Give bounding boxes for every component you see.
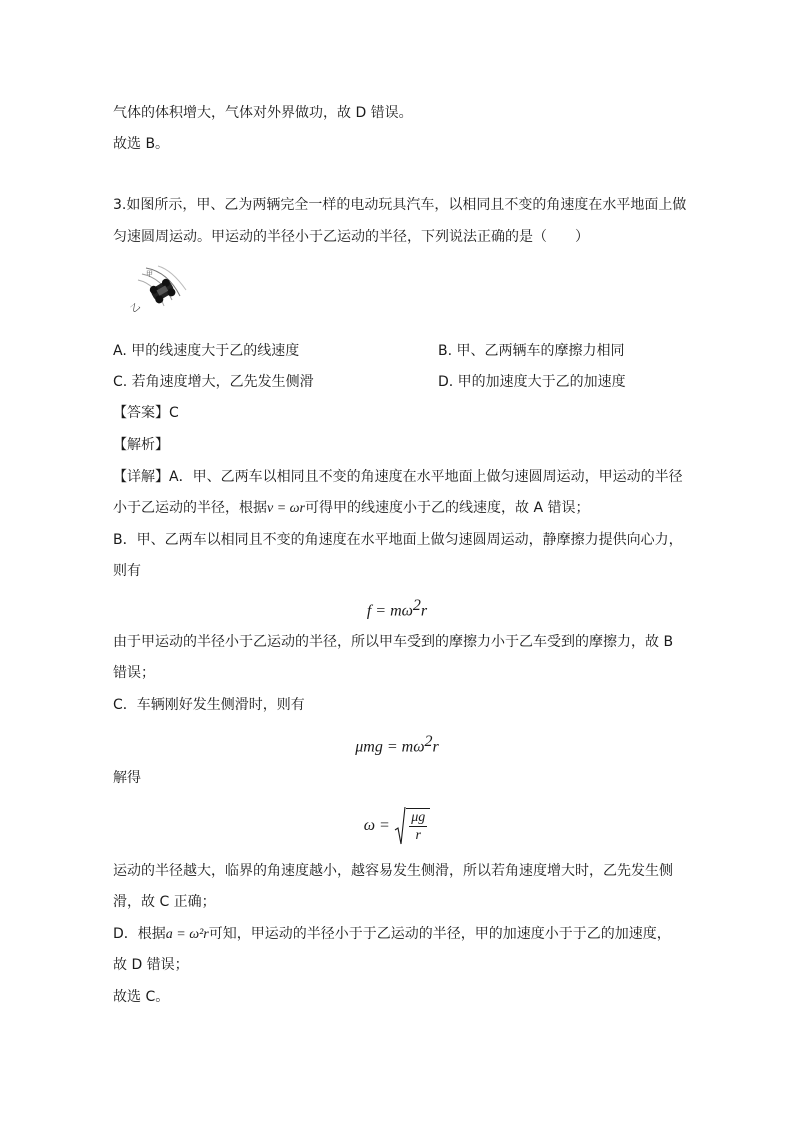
final-answer-line: 故选 C。 (113, 989, 170, 1005)
detail-line: B．甲、乙两车以相同且不变的角速度在水平地面上做匀速圆周运动，静摩擦力提供向心力， (113, 532, 683, 548)
fraction-numerator: μg (411, 810, 426, 825)
formula-exponent: 2 (412, 597, 421, 614)
analysis-tag: 【解析】 (113, 437, 169, 453)
sqrt-expression (394, 806, 430, 846)
detail-tag: 【详解】 (113, 469, 169, 485)
detail-line: 解得 (113, 770, 141, 786)
formula-lhs: μmg = mω (355, 738, 425, 756)
detail-line: 滑，故 C 正确； (113, 894, 216, 910)
inline-formula: v = ωr (267, 501, 305, 516)
detail-line: 则有 (113, 563, 141, 579)
detail-line (113, 498, 589, 519)
detail-line (113, 924, 671, 945)
inline-formula: a = ω²r (165, 927, 209, 942)
detail-d1-post: 可知，甲运动的半径小于于乙运动的半径，甲的加速度小于于乙的加速度， (208, 926, 671, 942)
sqrt-sign-icon (394, 806, 406, 846)
question-figure (128, 262, 196, 320)
fraction-denominator: r (415, 828, 421, 843)
svg-text:乙: 乙 (129, 301, 143, 316)
detail-line: 运动的半径越大，临界的角速度越小，越容易发生侧滑，所以若角速度增大时，乙先发生侧 (113, 863, 673, 879)
answer-tag: 【答案】 (113, 405, 169, 421)
formula-exponent: 2 (424, 733, 433, 750)
option-d: D. 甲的加速度大于乙的加速度 (438, 374, 626, 390)
option-c: C. 若角速度增大，乙先发生侧滑 (113, 374, 314, 390)
formula-lhs: ω = (363, 817, 390, 834)
text-line: 故选 B。 (113, 136, 170, 152)
display-formula (0, 730, 794, 760)
detail-a1: A．甲、乙两车以相同且不变的角速度在水平地面上做匀速圆周运动，甲运动的半径 (169, 469, 683, 485)
answer-line (113, 403, 179, 423)
question-stem: 匀速圆周运动。甲运动的半径小于乙运动的半径，下列说法正确的是（ ） (113, 229, 589, 245)
detail-a2-post: 可得甲的线速度小于乙的线速度，故 A 错误； (305, 500, 590, 516)
detail-line: 由于甲运动的半径小于乙运动的半径，所以甲车受到的摩擦力小于乙车受到的摩擦力，故 B (113, 634, 674, 650)
question-stem: 3.如图所示，甲、乙为两辆完全一样的电动玩具汽车，以相同且不变的角速度在水平地面上做 (113, 197, 687, 213)
svg-text:甲: 甲 (146, 270, 153, 278)
detail-line: 故 D 错误； (113, 957, 189, 973)
display-formula (0, 594, 794, 624)
option-a: A. 甲的线速度大于乙的线速度 (113, 343, 300, 359)
detail-line: 错误； (113, 665, 155, 681)
detail-line: C．车辆刚好发生侧滑时，则有 (113, 697, 305, 713)
formula-rhs: r (420, 602, 428, 620)
formula-lhs: f = mω (366, 602, 413, 620)
toy-cars-figure-icon (128, 262, 196, 320)
sqrt-fraction (406, 808, 430, 844)
detail-d1-pre: D．根据 (113, 926, 166, 942)
text-line: 气体的体积增大，气体对外界做功，故 D 错误。 (113, 105, 413, 121)
answer-value: C (169, 405, 179, 421)
option-b: B. 甲、乙两辆车的摩擦力相同 (438, 343, 625, 359)
detail-line (113, 467, 683, 487)
formula-rhs: r (432, 738, 439, 756)
display-formula-sqrt (0, 804, 794, 848)
detail-a2-pre: 小于乙运动的半径，根据 (113, 500, 267, 516)
